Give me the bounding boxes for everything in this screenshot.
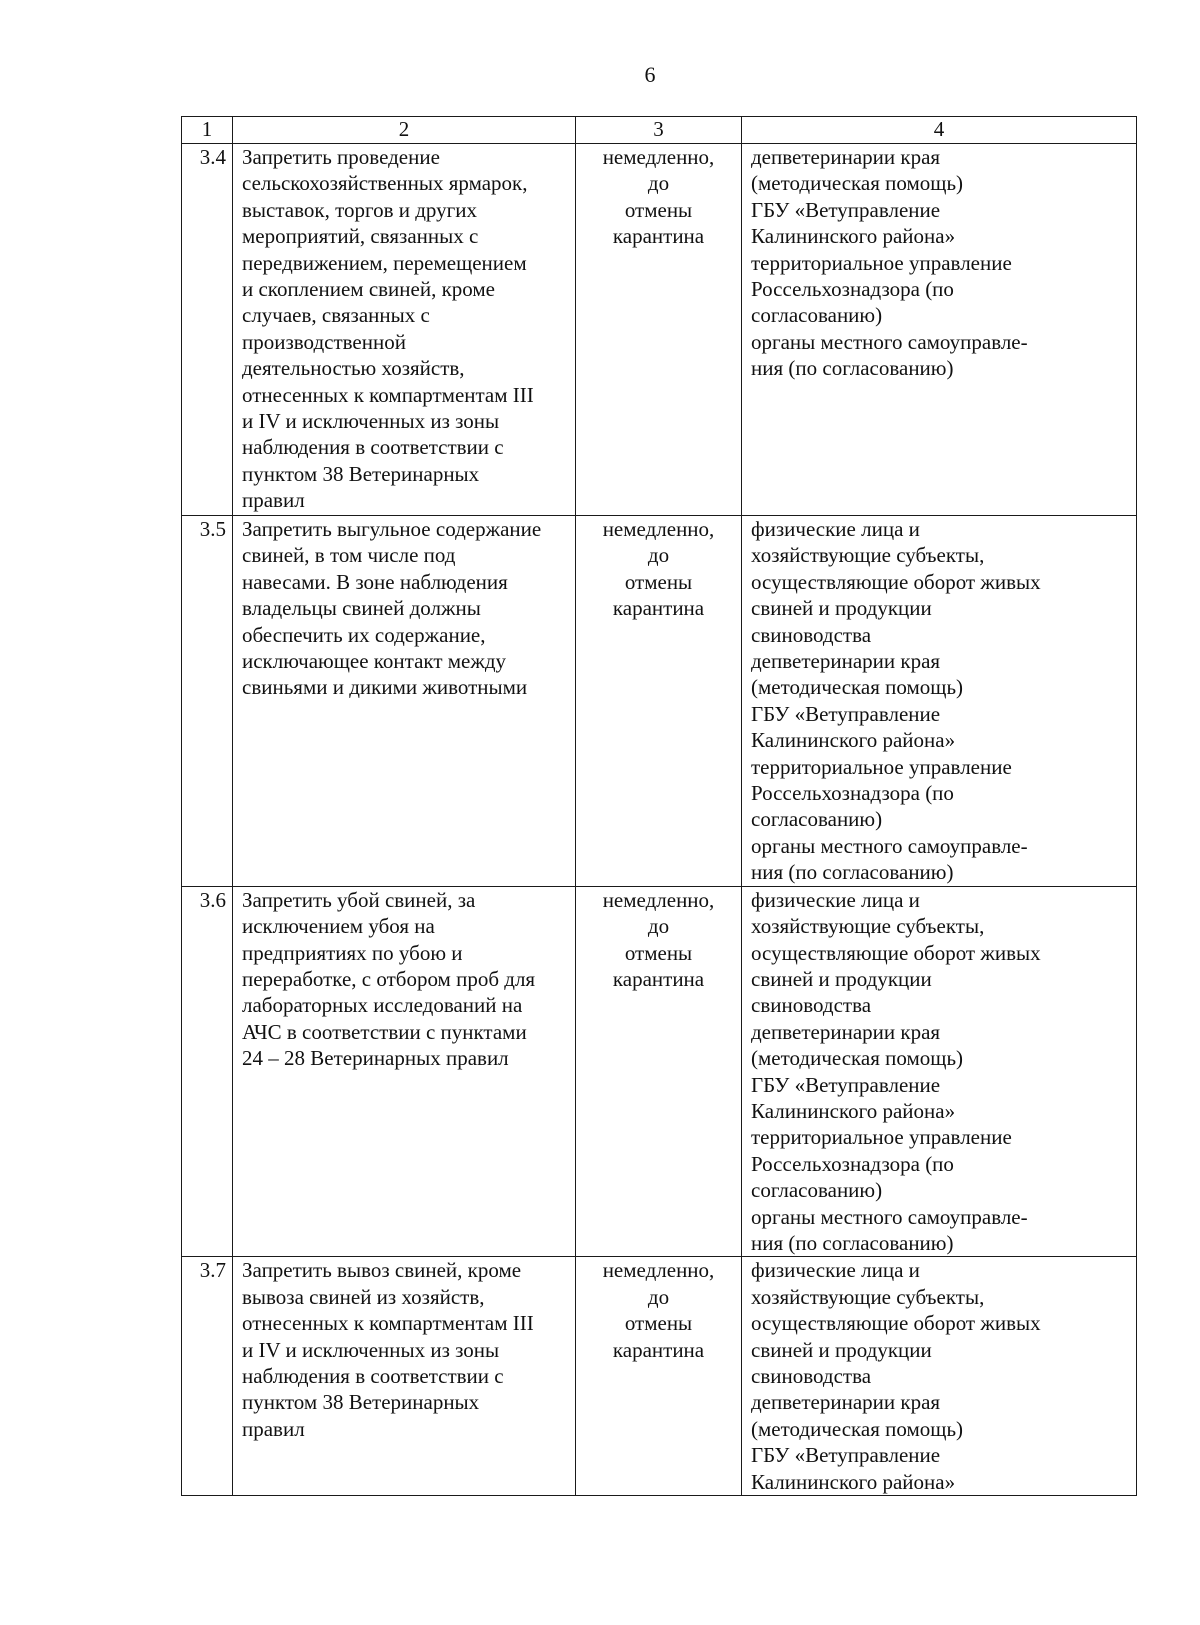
- responsible-text-line: территориальное управление: [751, 1125, 1012, 1150]
- measure-text-line: предприятиях по убою и: [242, 940, 463, 965]
- responsible-text-line: согласованию): [751, 807, 883, 832]
- term-text-cell: [576, 516, 742, 887]
- measure-text-line: производственной: [242, 329, 406, 354]
- measure-text-cell: [233, 1257, 576, 1496]
- measure-text-line: и IV и исключенных из зоны: [242, 1337, 500, 1362]
- responsible-text-line: (методическая помощь): [751, 171, 964, 196]
- measure-text-line: наблюдения в соответствии с: [242, 435, 504, 460]
- measure-text-line: лабораторных исследований на: [242, 993, 523, 1018]
- measure-text-line: отнесенных к компартментам III: [242, 382, 534, 407]
- responsible-text-line: органы местного самоуправле-: [751, 833, 1028, 858]
- responsible-text-line: согласованию): [751, 303, 883, 328]
- responsible-text-line: ния (по согласованию): [751, 1230, 954, 1255]
- responsible-text-line: физические лица и: [751, 517, 920, 541]
- measure-text-line: выставок, торгов и других: [242, 197, 477, 222]
- responsible-text-cell: [742, 1257, 1137, 1496]
- measures-table: [181, 116, 1137, 1496]
- measure-text-line: свиньями и дикими животными: [242, 675, 528, 700]
- responsible-text-line: Калининского района»: [751, 728, 956, 753]
- measure-text-line: обеспечить их содержание,: [242, 622, 486, 647]
- term-text-line: карантина: [612, 1337, 705, 1362]
- row-number: 3.7: [182, 1257, 233, 1496]
- table-row: [182, 886, 1137, 1257]
- measure-text-line: исключающее контакт между: [242, 649, 507, 674]
- responsible-text-line: согласованию): [751, 1178, 883, 1203]
- responsible-text-line: Калининского района»: [751, 224, 956, 249]
- table-row: [182, 144, 1137, 516]
- measure-text-line: Запретить проведение: [242, 145, 440, 169]
- responsible-text-line: депветеринарии края: [751, 649, 941, 674]
- term-text-line: до: [647, 1284, 670, 1309]
- row-number: 3.5: [182, 516, 233, 887]
- responsible-text-line: свиноводства: [751, 993, 872, 1018]
- measure-text-line: свиней, в том числе под: [242, 543, 456, 568]
- responsible-text-line: осуществляющие оборот живых: [751, 940, 1041, 965]
- measure-text-line: деятельностью хозяйств,: [242, 356, 465, 381]
- responsible-text-cell: [742, 144, 1137, 516]
- responsible-text-line: свиноводства: [751, 622, 872, 647]
- measure-text-line: мероприятий, связанных с: [242, 224, 479, 249]
- responsible-text-line: свиней и продукции: [751, 966, 932, 991]
- responsible-text-line: Россельхознадзора (по: [751, 277, 954, 302]
- table-row: [182, 516, 1137, 887]
- table-row: [182, 1257, 1137, 1496]
- measure-text-line: и IV и исключенных из зоны: [242, 409, 500, 434]
- responsible-text-line: осуществляющие оборот живых: [751, 569, 1041, 594]
- header-cell: 1: [182, 117, 233, 144]
- responsible-text-line: (методическая помощь): [751, 1046, 964, 1071]
- term-text-line: до: [647, 171, 670, 196]
- term-text-line: немедленно,: [602, 517, 715, 541]
- responsible-text-line: свиней и продукции: [751, 596, 932, 621]
- measure-text-line: переработке, с отбором проб для: [242, 966, 536, 991]
- measure-text-line: правил: [242, 488, 305, 513]
- responsible-text-line: территориальное управление: [751, 754, 1012, 779]
- responsible-text-line: хозяйствующие субъекты,: [751, 543, 985, 568]
- measure-text-line: АЧС в соответствии с пунктами: [242, 1019, 527, 1044]
- measure-text-line: наблюдения в соответствии с: [242, 1364, 504, 1388]
- header-cell: 4: [742, 117, 1137, 144]
- measure-text-cell: [233, 516, 576, 887]
- term-text-line: карантина: [612, 596, 705, 621]
- responsible-text-line: физические лица и: [751, 887, 920, 912]
- term-text-cell: [576, 1257, 742, 1496]
- measure-text-line: 24 – 28 Ветеринарных правил: [242, 1046, 509, 1071]
- measure-text-line: навесами. В зоне наблюдения: [242, 569, 508, 594]
- responsible-text-line: Россельхознадзора (по: [751, 781, 954, 806]
- measure-text-line: Запретить вывоз свиней, кроме: [242, 1258, 522, 1283]
- measure-text-line: передвижением, перемещением: [242, 250, 527, 275]
- responsible-text-line: физические лица и: [751, 1258, 920, 1283]
- responsible-text-line: ГБУ «Ветуправление: [751, 1443, 941, 1468]
- responsible-text-line: хозяйствующие субъекты,: [751, 1284, 985, 1309]
- measure-text-cell: [233, 144, 576, 516]
- responsible-text-line: Россельхознадзора (по: [751, 1151, 954, 1176]
- term-text-line: отмены: [624, 569, 693, 594]
- responsible-text-line: территориальное управление: [751, 250, 1012, 275]
- term-text-line: отмены: [624, 1311, 693, 1336]
- measure-text-line: пунктом 38 Ветеринарных: [242, 1390, 480, 1415]
- responsible-text-cell: [742, 886, 1137, 1257]
- responsible-text-line: органы местного самоуправле-: [751, 329, 1028, 354]
- measure-text-line: правил: [242, 1416, 305, 1441]
- responsible-text-cell: [742, 516, 1137, 887]
- term-text-line: немедленно,: [602, 887, 715, 912]
- term-text-line: отмены: [624, 197, 693, 222]
- measure-text-line: Запретить выгульное содержание: [242, 517, 542, 541]
- responsible-text-line: Калининского района»: [751, 1469, 956, 1494]
- measure-text-cell: [233, 886, 576, 1257]
- term-text-cell: [576, 144, 742, 516]
- measure-text-line: и скоплением свиней, кроме: [242, 277, 496, 302]
- header-cell: 2: [233, 117, 576, 144]
- header-cell: 3: [576, 117, 742, 144]
- measure-text-line: отнесенных к компартментам III: [242, 1311, 534, 1336]
- row-number: 3.6: [182, 886, 233, 1257]
- measure-text-line: владельцы свиней должны: [242, 596, 481, 621]
- term-text-line: до: [647, 543, 670, 568]
- responsible-text-line: свиноводства: [751, 1364, 872, 1388]
- term-text-line: немедленно,: [602, 1258, 715, 1283]
- measure-text-line: пунктом 38 Ветеринарных: [242, 461, 480, 486]
- responsible-text-line: (методическая помощь): [751, 675, 964, 700]
- responsible-text-line: Калининского района»: [751, 1098, 956, 1123]
- responsible-text-line: (методическая помощь): [751, 1416, 964, 1441]
- measure-text-line: исключением убоя на: [242, 914, 435, 939]
- responsible-text-line: свиней и продукции: [751, 1337, 932, 1362]
- page-number: 6: [644, 62, 656, 87]
- responsible-text-line: ГБУ «Ветуправление: [751, 701, 941, 726]
- table-header-row: [182, 117, 1137, 144]
- term-text-line: до: [647, 914, 670, 939]
- responsible-text-line: ГБУ «Ветуправление: [751, 197, 941, 222]
- responsible-text-line: осуществляющие оборот живых: [751, 1311, 1041, 1336]
- row-number: 3.4: [182, 144, 233, 516]
- responsible-text-line: ния (по согласованию): [751, 356, 954, 381]
- responsible-text-line: хозяйствующие субъекты,: [751, 914, 985, 939]
- term-text-line: отмены: [624, 940, 693, 965]
- term-text-cell: [576, 886, 742, 1257]
- measure-text-line: случаев, связанных с: [242, 303, 430, 328]
- measure-text-line: сельскохозяйственных ярмарок,: [242, 171, 528, 196]
- term-text-line: карантина: [612, 224, 705, 249]
- responsible-text-line: ГБУ «Ветуправление: [751, 1072, 941, 1097]
- term-text-line: немедленно,: [602, 145, 715, 169]
- measure-text-line: Запретить убой свиней, за: [242, 887, 476, 912]
- responsible-text-line: депветеринарии края: [751, 145, 941, 169]
- responsible-text-line: органы местного самоуправле-: [751, 1204, 1028, 1229]
- responsible-text-line: депветеринарии края: [751, 1019, 941, 1044]
- measure-text-line: вывоза свиней из хозяйств,: [242, 1284, 485, 1309]
- responsible-text-line: ния (по согласованию): [751, 860, 954, 885]
- responsible-text-line: депветеринарии края: [751, 1390, 941, 1415]
- term-text-line: карантина: [612, 966, 705, 991]
